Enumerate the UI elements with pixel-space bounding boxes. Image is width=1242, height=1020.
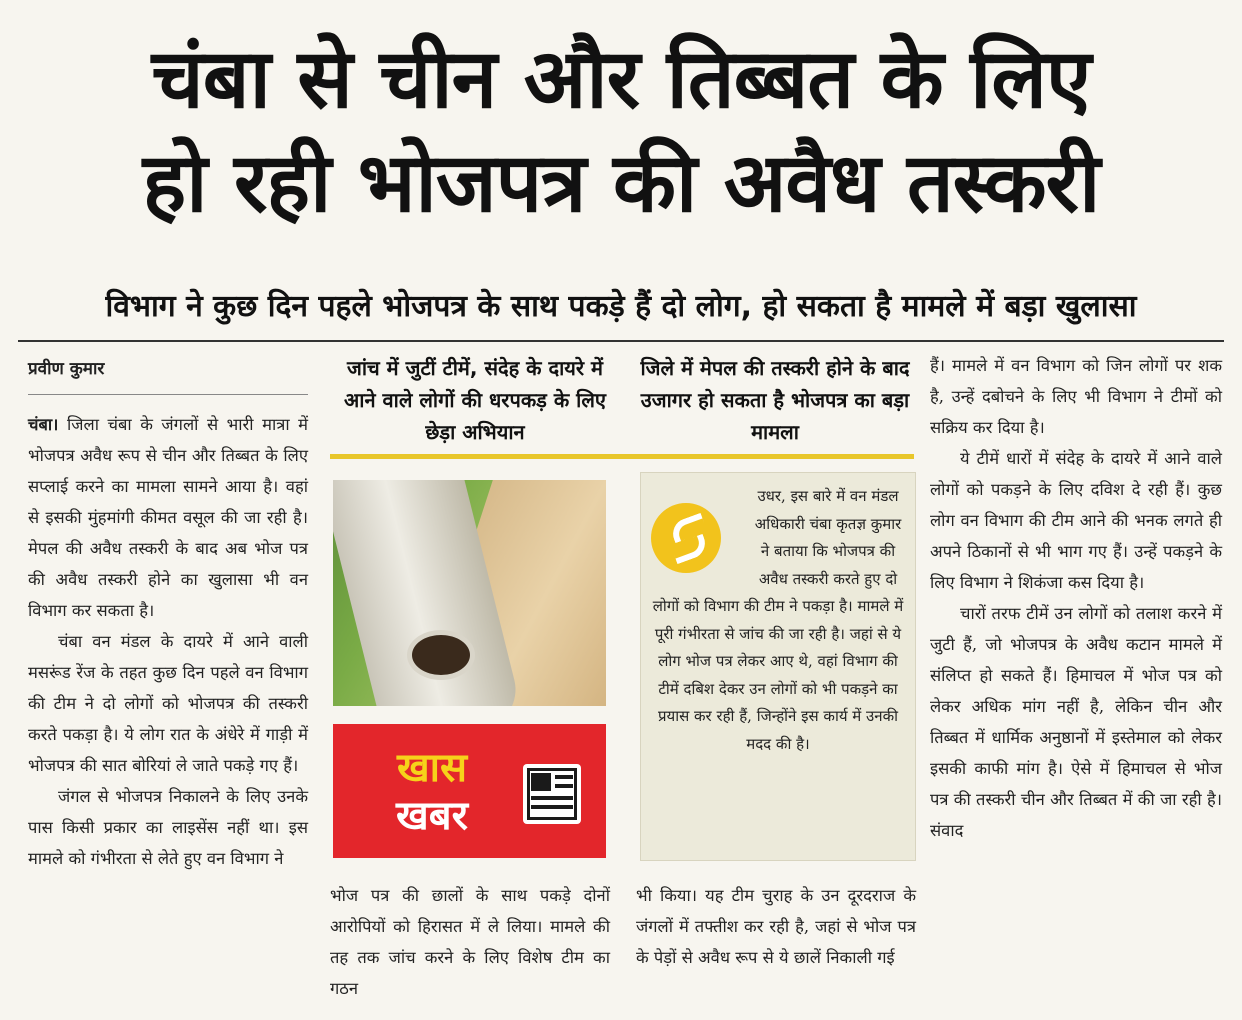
badge-text — [357, 744, 507, 840]
quote-box — [640, 472, 916, 861]
paragraph: ये टीमें धारों में संदेह के दायरे में आने वाले लोगों को पकड़ने के लिए दविश दे रही हैं। कुछ लोग वन विभाग की टीम आने की भनक लगते ही अपने ठिकानों से भी भाग गए हैं। उन्हें पकड़ने के लिए विभाग ने शिकंजा कस दिया है। — [930, 449, 1222, 592]
paragraph: जंगल से भोजपत्र निकालने के लिए उनके पास किसी प्रकार का लाइसेंस नहीं था। इस मामले को गंभीरता से लेते हुए वन विभाग ने — [28, 787, 308, 868]
column-1 — [28, 350, 308, 874]
credit: संवाद — [930, 821, 964, 840]
headline-line-1: चंबा से चीन और तिब्बत के लिए — [151, 32, 1091, 127]
headline-line-2: हो रही भोजपत्र की अवैध तस्करी — [142, 136, 1100, 231]
roll-opening — [407, 630, 475, 680]
birch-bark-photo — [333, 480, 606, 706]
paragraph-text: जिला चंबा के जंगलों से भारी मात्रा में भोजपत्र अवैध रूप से चीन और तिब्बत के लिए सप्लाई करने का मामला सामने आया है। वहां से इसकी मुंहमांगी कीमत वसूल की जा रही है। मेपल की अवैध तस्करी के बाद अब भोज पत्र की अवैध तस्करी होने का खुलासा भी वन विभाग कर सकता है। — [28, 415, 309, 620]
headline — [0, 28, 1242, 236]
badge-line-1: खास — [396, 745, 468, 791]
column-2-bottom: भोज पत्र की छालों के साथ पकड़े दोनों आरोपियों को हिरासत में ले लिया। मामले की तह तक जांच करने के लिए विशेष टीम का गठन — [330, 886, 610, 998]
kicker-2: जिले में मेपल की तस्करी होने के बाद उजागर हो सकता है भोजपत्र का बड़ा मामला — [640, 356, 910, 444]
quote-body: उधर, इस बारे में वन मंडल अधिकारी चंबा कृतज्ञ कुमार ने बताया कि भोजपत्र की अवैध तस्करी करते हुए दो लोगों को विभाग की टीम ने पकड़ा है। मामले में पूरी गंभीरता से जांच की जा रही है। जहां से ये लोग भोज पत्र लेकर आए थे, वहां विभाग की टीमें दबिश देकर उन लोगों को भी पकड़ने का प्रयास कर रही हैं, जिन्होंने इस कार्य में उनकी मदद की है। — [652, 487, 904, 753]
paragraph — [930, 598, 1222, 846]
paragraph: हैं। मामले में वन विभाग को जिन लोगों पर शक है, उन्हें दबोचने के लिए भी विभाग ने टीमों को सक्रिय कर दिया है। — [930, 356, 1222, 437]
kicker-1: जांच में जुटीं टीमें, संदेह के दायरे में आने वाले लोगों की धरपकड़ के लिए छेड़ा अभियान — [344, 356, 606, 444]
paragraph-text: चारों तरफ टीमें उन लोगों को तलाश करने में जुटी हैं, जो भोजपत्र के अवैध कटान मामले में संलिप्त हो सकते हैं। हिमाचल में भोज पत्र को लेकर अधिक मांग नहीं है, लेकिन चीन और तिब्बत में धार्मिक अनुष्ठानों में इस्तेमाल को लेकर इसकी काफी मांग है। ऐसे में हिमाचल से भोज पत्र की तस्करी चीन और तिब्बत में की जा रही है। — [930, 604, 1222, 809]
subheadline: विभाग ने कुछ दिन पहले भोजपत्र के साथ पकड़े हैं दो लोग, हो सकता है मामले में बड़ा खुलासा — [105, 289, 1137, 324]
quote-text — [649, 483, 907, 758]
divider — [18, 340, 1224, 342]
paragraph: चंबा वन मंडल के दायरे में आने वाली मसरूंड रेंज के तहत कुछ दिन पहले वन विभाग की टीम ने दो लोगों को भोजपत्र की तस्करी करते पकड़ा है। ये लोग रात के अंधेरे में गाड़ी में भोजपत्र की सात बोरियां ले जाते पकड़े गए हैं। — [28, 632, 308, 775]
column-3-bottom: भी किया। यह टीम चुराह के उन दूरदराज के जंगलों में तफ्तीश कर रही है, जहां से भोज पत्र के पेड़ों से अवैध रूप से ये छालें निकाली गई — [636, 886, 916, 967]
khas-khabar-badge — [333, 724, 606, 858]
byline: प्रवीण कुमार — [28, 350, 308, 395]
paragraph — [28, 409, 308, 626]
accent-rule — [330, 454, 914, 459]
column-4 — [930, 350, 1222, 846]
badge-line-2: खबर — [396, 793, 468, 839]
dateline: चंबा। — [28, 415, 59, 434]
newspaper-icon — [523, 764, 581, 824]
